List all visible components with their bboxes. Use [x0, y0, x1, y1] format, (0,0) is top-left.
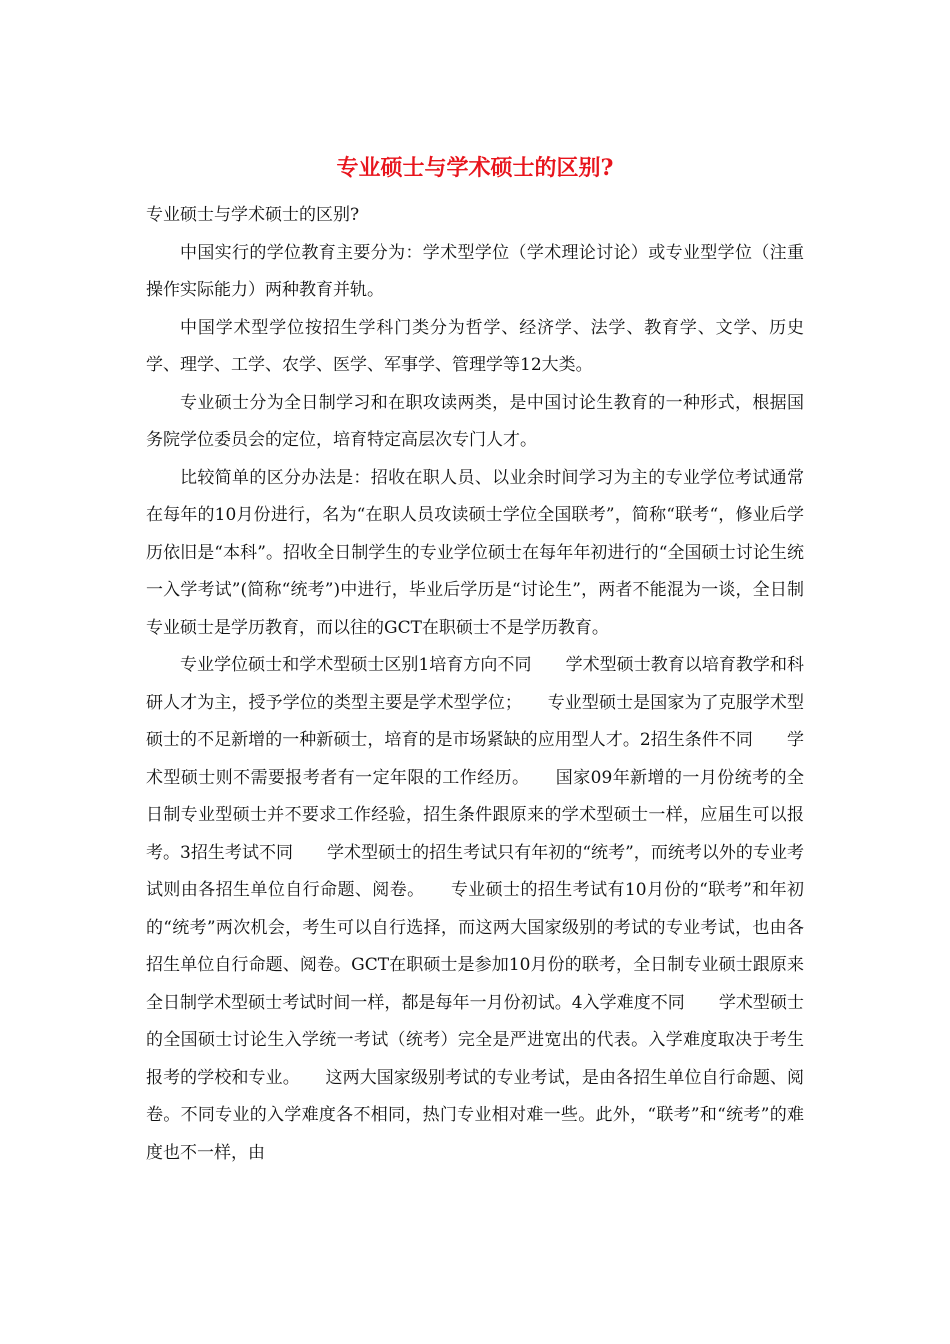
document-title: 专业硕士与学术硕士的区别? — [336, 155, 614, 181]
document-body — [146, 197, 804, 1172]
paragraph-simple-distinction: 比较简单的区分办法是：招收在职人员、以业余时间学习为主的专业学位考试通常在每年的10月份进行，名为“在职人员攻读硕士学位全国联考”，简称“联考“，修业后学历依旧是“本科”。招收全日制学生的专业学位硕士在每年年初进行的“全国硕士讨论生统一入学考试”(简称“统考”)中进行，毕业后学历是“讨论生”，两者不能混为一谈，全日制专业硕士是学历教育，而以往的GCT在职硕士不是学历教育。 — [146, 467, 804, 638]
paragraph-degree-types: 中国实行的学位教育主要分为：学术型学位（学术理论讨论）或专业型学位（注重操作实际能力）两种教育并轨。 — [146, 242, 804, 300]
paragraph-academic-categories: 中国学术型学位按招生学科门类分为哲学、经济学、法学、教育学、文学、历史学、理学、工学、农学、医学、军事学、管理学等12大类。 — [146, 317, 804, 375]
paragraph-professional-definition: 专业硕士分为全日制学习和在职攻读两类，是中国讨论生教育的一种形式，根据国务院学位委员会的定位，培育特定高层次专门人才。 — [146, 392, 804, 450]
paragraph-differences: 专业学位硕士和学术型硕士区别1培育方向不同 学术型硕士教育以培育教学和科研人才为主，授予学位的类型主要是学术型学位； 专业型硕士是国家为了克服学术型硕士的不足新增的一种新硕士，培育的是市场紧缺的应用型人才。2招生条件不同 学术型硕士则不需要报考者有一定年限的工作经历。 国家09年新增的一月份统考的全日制专业型硕士并不要求工作经验，招生条件跟原来的学术型硕士一样，应届生可以报考。3招生考试不同 学术型硕士的招生考试只有年初的“统考”，而统考以外的专业考试则由各招生单位自行命题、阅卷。 专业硕士的招生考试有10月份的“联考”和年初的“统考”两次机会，考生可以自行选择，而这两大国家级别的考试的专业考试，也由各招生单位自行命题、阅卷。GCT在职硕士是参加10月份的联考，全日制专业硕士跟原来全日制学术型硕士考试时间一样，都是每年一月份初试。4入学难度不同 学术型硕士的全国硕士讨论生入学统一考试（统考）完全是严进宽出的代表。入学难度取决于考生报考的学校和专业。 这两大国家级别考试的专业考试，是由各招生单位自行命题、阅卷。不同专业的入学难度各不相同，热门专业相对难一些。此外，“联考”和“统考”的难度也不一样，由 — [146, 655, 804, 1163]
paragraph-subtitle: 专业硕士与学术硕士的区别? — [146, 205, 360, 225]
